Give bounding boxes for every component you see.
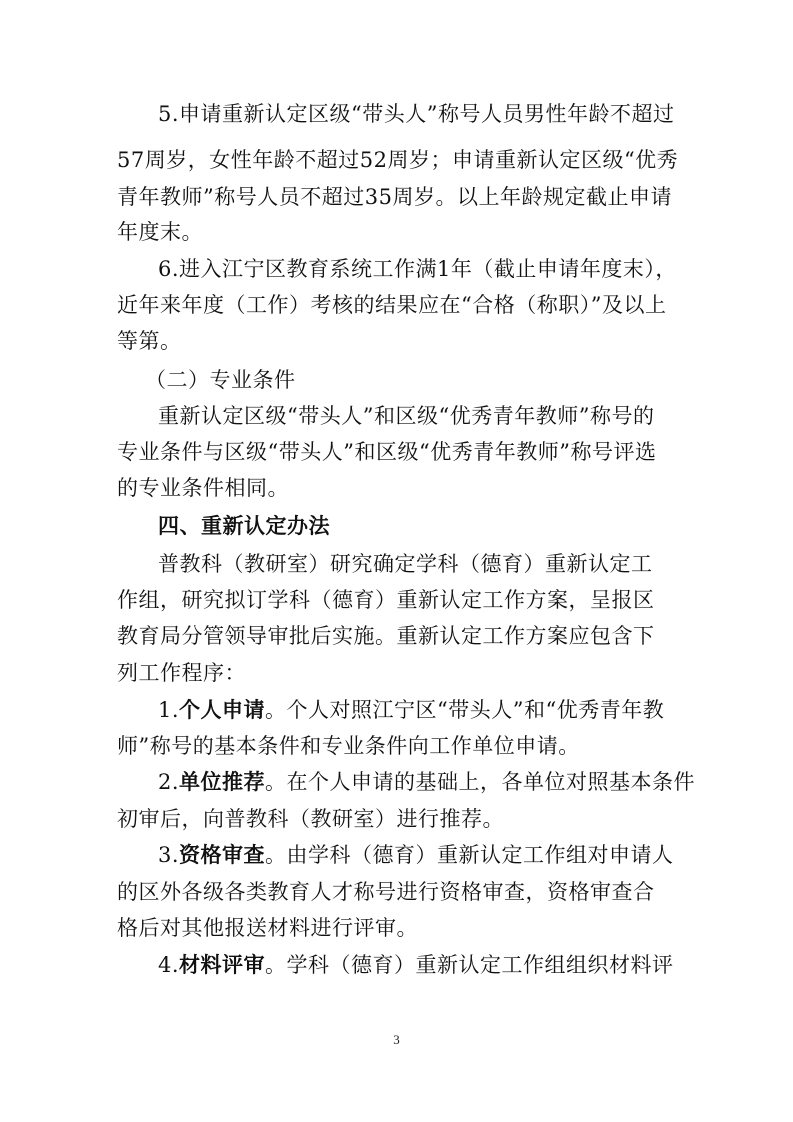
paragraph-line: 等第。 [117,329,182,353]
paragraph-line: 师”称号的基本条件和专业条件向工作单位申请。 [117,734,580,758]
procedure-item-review [158,840,674,870]
paragraph-line: 的区外各级各类教育人才称号进行资格审查，资格审查合 [117,880,655,904]
paragraph-line: 的专业条件相同。 [117,476,289,500]
item-text: 。个人对照江宁区“带头人”和“优秀青年教 [265,698,665,722]
paragraph-line: 作组，研究拟订学科（德育）重新认定工作方案，呈报区 [117,588,655,612]
item-number: 1. [158,698,180,722]
item-title: 材料评审 [179,952,266,977]
paragraph-line: 6.进入江宁区教育系统工作满1年（截止申请年度末）， [158,257,677,281]
procedure-item-recommend [158,767,695,797]
item-title: 单位推荐 [179,769,266,794]
item-number: 3. [158,843,180,867]
paragraph-line: 近年来年度（工作）考核的结果应在“合格（称职）”及以上 [117,293,667,317]
item-number: 2. [158,770,180,794]
item-title: 个人申请 [179,697,266,722]
paragraph-line: 格后对其他报送材料进行评审。 [117,916,418,940]
item-number: 4. [158,953,180,977]
paragraph-line: 重新认定区级“带头人”和区级“优秀青年教师”称号的 [158,404,655,428]
page-number: 3 [393,1032,400,1047]
item-text: 。由学科（德育）重新认定工作组对申请人 [265,843,674,867]
paragraph-line: 初审后，向普教科（教研室）进行推荐。 [117,807,504,831]
procedure-item-material [158,950,674,980]
subsection-heading: （二）专业条件 [145,368,296,392]
item-title: 资格审查 [179,842,266,867]
paragraph-line: 年度末。 [117,220,203,244]
procedure-item-apply [158,695,664,725]
paragraph-line: 57周岁，女性年龄不超过52周岁；申请重新认定区级“优秀 [117,148,679,172]
paragraph-line: 专业条件与区级“带头人”和区级“优秀青年教师”称号评选 [117,440,657,464]
paragraph-line: 5.申请重新认定区级“带头人”称号人员男性年龄不超过 [158,102,675,126]
paragraph-line: 青年教师”称号人员不超过35周岁。以上年龄规定截止申请 [117,185,672,209]
paragraph-line: 教育局分管领导审批后实施。重新认定工作方案应包含下 [117,624,655,648]
item-text: 。在个人申请的基础上，各单位对照基本条件 [265,770,696,794]
section-heading: 四、重新认定办法 [158,513,330,538]
item-text: 。学科（德育）重新认定工作组组织材料评 [265,953,674,977]
paragraph-line: 普教科（教研室）研究确定学科（德育）重新认定工 [158,552,653,576]
paragraph-line: 列工作程序： [117,661,246,685]
